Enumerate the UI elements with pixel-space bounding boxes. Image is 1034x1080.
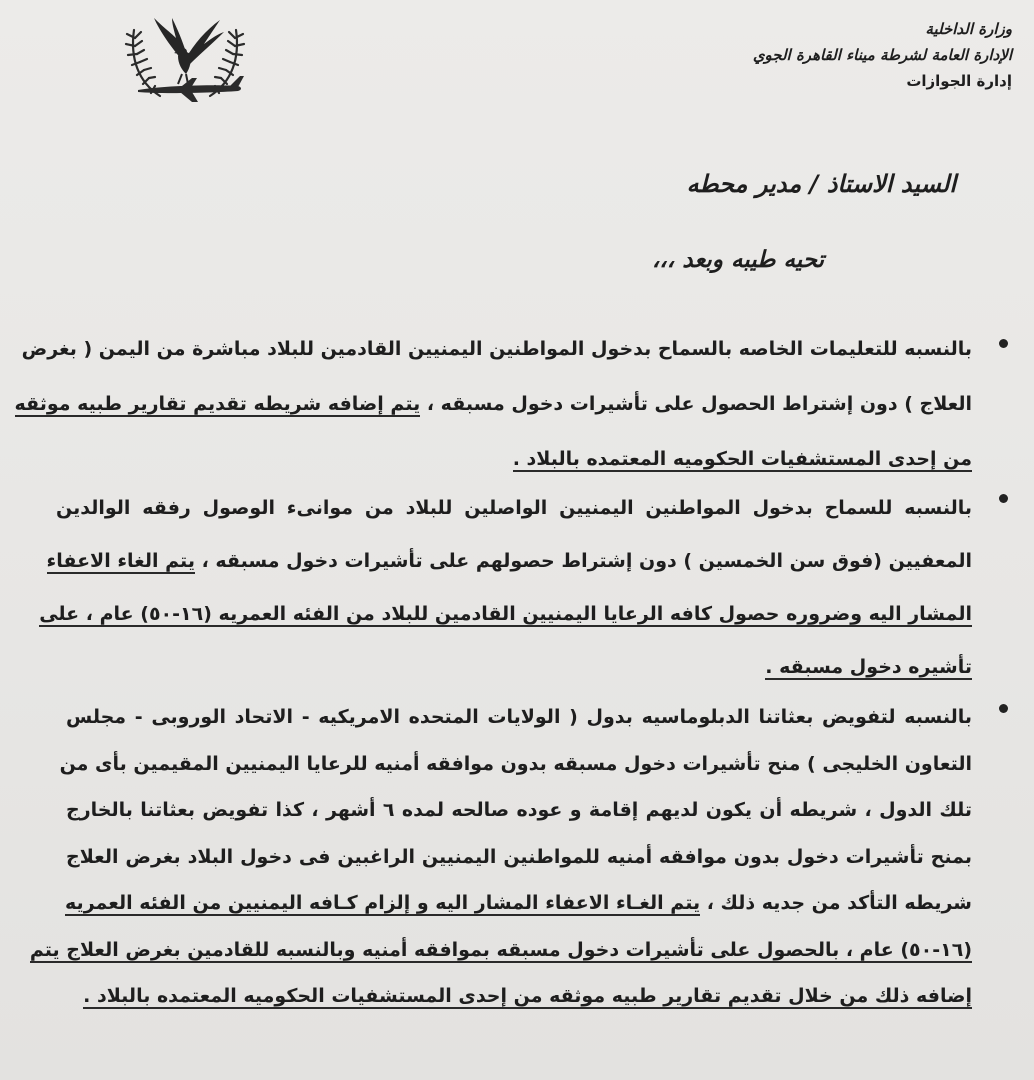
addressee-line: السيد الاستاذ / مدير محطه (686, 170, 956, 198)
underlined-text: المشار اليه وضروره حصول كافه الرعايا اليمنيين القادمين للبلاد من الفئه العمريه (١٦-٥٠) عام ، على (39, 603, 972, 625)
paragraph-line: بالنسبه لتفويض بعثاتنا الدبلوماسيه بدول ( الولايات المتحده الامريكيه - الاتحاد الوروبى - مجلس (66, 706, 972, 728)
underlined-text: يتم الغاء الاعفاء (46, 550, 195, 572)
paragraph-line (56, 432, 972, 487)
ministry-name: وزارة الداخلية (925, 20, 1012, 38)
paragraph-line: المعفيين (فوق سن الخمسين ) دون إشتراط حصولهم على تأشيرات دخول مسبقه ، يتم الغاء الاعفاء (46, 550, 972, 572)
police-eagle-emblem-icon (120, 8, 250, 112)
paragraph-line: بمنح تأشيرات دخول بدون موافقه أمنيه للمواطنين اليمنيين الراغبين فى دخول البلاد بغرض العلاج (66, 845, 972, 868)
paragraph-line (66, 973, 972, 1020)
paragraph-line (39, 588, 972, 641)
paragraph-line (29, 927, 972, 974)
paragraph-line: تلك الدول ، شريطه أن يكون لديهم إقامة و عوده صالحه لمده ٦ أشهر ، كذا تفويض بعثاتنا بالخارج (66, 799, 972, 821)
paragraph-line: بالنسبه للتعليمات الخاصه بالسماح بدخول المواطنين اليمنيين القادمين للبلاد مباشرة من اليمن ( بغرض (21, 338, 972, 360)
paragraph-line: العلاج ) دون إشتراط الحصول على تأشيرات دخول مسبقه ، يتم إضافه شريطه تقديم تقارير طبيه موثقه (14, 393, 972, 415)
underlined-text: تأشيره دخول مسبقه . (765, 656, 972, 678)
underlined-text: يتم إضافه شريطه تقديم تقارير طبيه موثقه (14, 393, 421, 415)
bullet-point-icon (999, 494, 1008, 503)
instruction-paragraph-1 (14, 322, 972, 487)
underlined-text: (١٦-٥٠) عام ، بالحصول على تأشيرات دخول مسبقه بموافقه أمنيه وبالنسبه للقادمين بغرض العلاج يتم (29, 938, 972, 961)
bullet-point-icon (999, 339, 1008, 348)
instruction-paragraph-3 (29, 694, 972, 1020)
underlined-text: من إحدى المستشفيات الحكوميه المعتمده بالبلاد . (512, 448, 972, 470)
underlined-text: إضافه ذلك من خلال تقديم تقارير طبيه موثقه من إحدى المستشفيات الحكوميه المعتمده بالبلاد . (83, 985, 972, 1007)
letterhead (652, 16, 1012, 94)
paragraph-line: شريطه التأكد من جديه ذلك ، يتم الغـاء الاعفاء المشار اليه و إلزام كـافه اليمنيين من الفئه العمريه (65, 892, 972, 914)
instruction-paragraph-2 (39, 482, 972, 694)
paragraph-line: بالنسبه للسماح بدخول المواطنين اليمنيين الواصلين للبلاد من موانىء الوصول رفقه الوالدين (56, 497, 972, 519)
bullet-point-icon (999, 704, 1008, 713)
greeting-line: تحيه طيبه وبعد ،،، (651, 247, 824, 273)
directorate-name: الإدارة العامة لشرطة ميناء القاهرة الجوي (752, 46, 1012, 64)
department-name: إدارة الجوازات (906, 72, 1012, 90)
paragraph-line (56, 641, 972, 694)
underlined-text: يتم الغـاء الاعفاء المشار اليه و إلزام كـافه اليمنيين من الفئه العمريه (65, 892, 701, 914)
paragraph-line: التعاون الخليجى ) منح تأشيرات دخول مسبقه بدون موافقه أمنيه للرعايا اليمنيين المقيمين بأى من (59, 752, 972, 775)
